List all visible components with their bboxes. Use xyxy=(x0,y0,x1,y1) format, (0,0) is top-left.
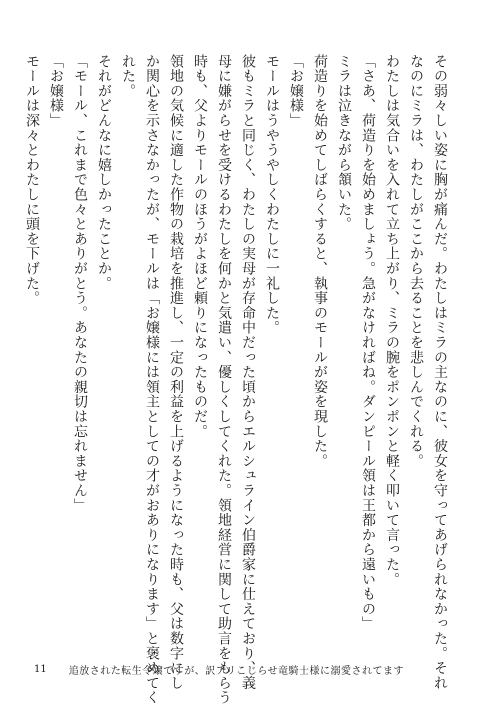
text-column: モールはうやうやしくわたしに一礼した。 xyxy=(264,54,280,336)
text-column: 時も、父よりモールのほうがよほど頼りになったものだ。 xyxy=(192,54,208,439)
running-title: 追放された転生令嬢ですが、訳アリこじらせ竜騎士様に溺愛されてます xyxy=(68,665,405,677)
text-column: 母に嫌がらせを受けるわたしを何かと気遣い、優しくしてくれた。領地経営に関して助言をもらう xyxy=(216,54,232,706)
text-column: 荷造りを始めてしばらくすると、執事のモールが姿を現した。 xyxy=(312,54,328,469)
text-column: その弱々しい姿に胸が痛んだ。わたしはミラの主なのに、彼女を守ってあげられなかった。それ xyxy=(432,54,448,691)
text-column: わたしは気合いを入れて立ち上がり、ミラの腕をポンポンと軽く叩いて言った。 xyxy=(384,54,400,587)
text-column: れた。 xyxy=(120,54,136,99)
page-footer xyxy=(34,662,466,676)
text-column: 「さあ、荷造りを始めましょう。急がなければね。ダンピール領は王都から遠いもの」 xyxy=(360,54,376,632)
text-column: 「モール、これまで色々とありがとう。あなたの親切は忘れません」 xyxy=(72,54,88,513)
text-column: ミラは泣きながら頷いた。 xyxy=(336,54,352,232)
text-column: モールは深々とわたしに頭を下げた。 xyxy=(24,54,40,306)
text-column: 「お嬢様」 xyxy=(48,54,64,128)
text-column: それがどんなに嬉しかったことか。 xyxy=(96,54,112,291)
text-column: なのにミラは、わたしがここから去ることを悲しんでくれる。 xyxy=(408,54,424,469)
text-column: 「お嬢様」 xyxy=(288,54,304,128)
page-number: 11 xyxy=(34,663,47,675)
text-column: 領地の気候に適した作物の栽培を推進し、一定の利益を上げるようになった時も、父は数字にし xyxy=(168,54,184,691)
text-column: 彼もミラと同じく、わたしの実母が存命中だった頃からエルシュライン伯爵家に仕えており、義 xyxy=(240,54,256,691)
text-column: か関心を示さなかったが、モールは「お嬢様には領主としての才がおありになります」と褒めてく xyxy=(144,54,160,706)
